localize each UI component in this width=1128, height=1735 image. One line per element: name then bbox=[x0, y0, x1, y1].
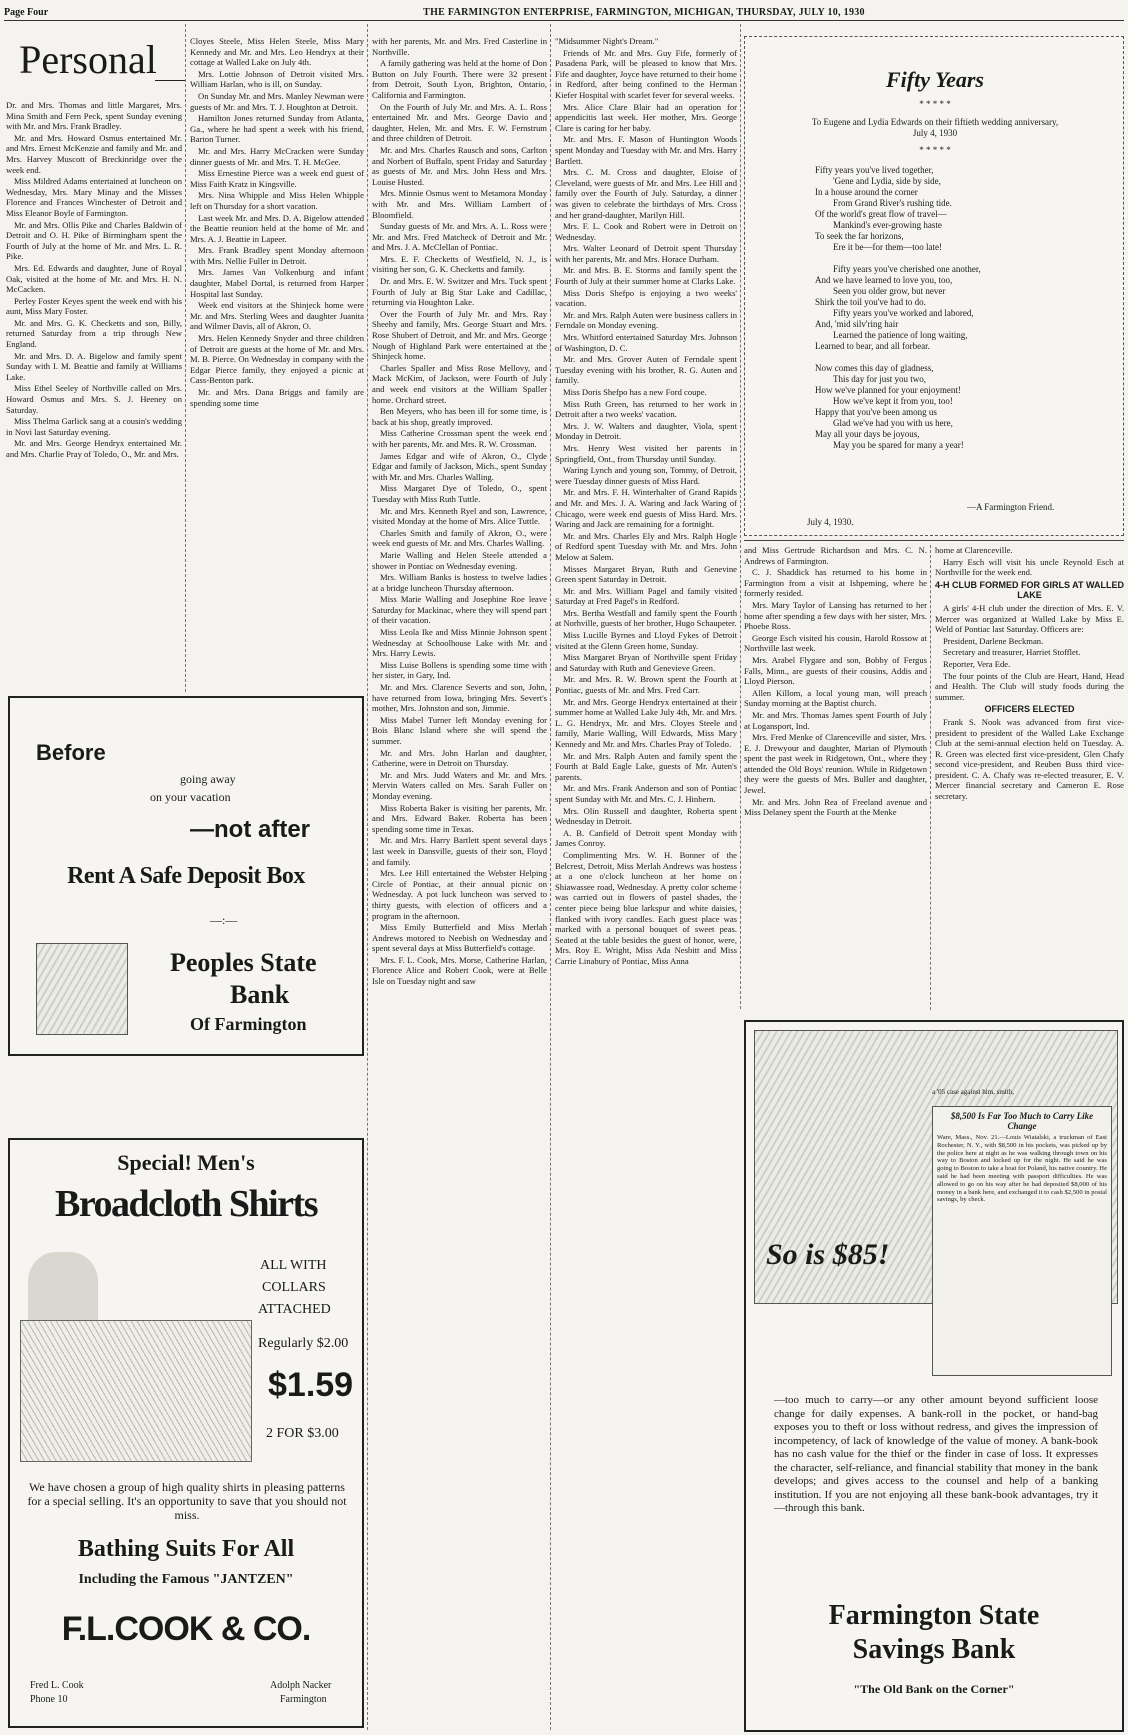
news-item: Mr. and Mrs. Clarence Severts and son, John, have returned from Iowa, bringing Mrs. Severt's mother, Mrs. Johnston and son, Jimmie. bbox=[372, 682, 547, 714]
news-item: Mr. and Mrs. John Rea of Freeland avenue and Miss Delaney spent the Fourth at the Menke bbox=[744, 796, 927, 818]
poem-line: Ere it be—for them—too late! bbox=[833, 242, 942, 252]
news-item: Miss Margaret Dye of Toledo, O., spent Tuesday with Miss Ruth Tuttle. bbox=[372, 483, 547, 504]
news-item: Miss Roberta Baker is visiting her parents, Mr. and Mrs. Edward Baker. Roberta has been spending some time in Texas. bbox=[372, 802, 547, 834]
column-6 bbox=[935, 545, 1124, 1009]
news-item: Mrs. Walter Leonard of Detroit spent Thursday with her parents, Mr. and Mrs. Horace Durham. bbox=[555, 243, 737, 264]
news-item: Miss Ruth Green, has returned to her work in Detroit after a two weeks' vacation. bbox=[555, 398, 737, 420]
poem-signature: —A Farmington Friend. bbox=[967, 502, 1055, 512]
news-item: Allen Killom, a local young man, will preach Sunday morning at the Baptist church. bbox=[744, 687, 927, 709]
news-item: Complimenting Mrs. W. H. Bonner of the Belcrest, Detroit, Miss Merlah Andrews was hostess at a one o'clock luncheon at her home on Shiawassee road, Wednesday. A pretty color scheme was carried out in flowers of pastel shades, the center piece being blue larkspur and white daisies, flanked with ivory candles. Each guest place was marked with a personal bouquet of sweet peas. Seated at the table besides the guest of honor, were, Mrs. Roy E. Wright, Miss Ada Nesbitt and Miss Carrie Linabury of Pontiac, Miss Anna bbox=[555, 849, 737, 966]
ad-peoples-state: Peoples State bbox=[170, 948, 317, 977]
news-item: Mr. and Mrs. R. W. Brown spent the Fourth at Pontiac, guests of Mr. and Mrs. Fred Carr. bbox=[555, 674, 737, 696]
officers-heading: OFFICERS ELECTED bbox=[984, 704, 1075, 715]
news-item: Mr. and Mrs. Ralph Auten and family spent the Fourth at Bald Eagle Lake, guests of Mr. Auten's parents. bbox=[555, 750, 737, 782]
news-item: Mrs. F. L. Cook and Robert were in Detroit on Wednesday. bbox=[555, 221, 737, 242]
news-item: George Esch visited his cousin, Harold Rossow at Northville last week. bbox=[744, 632, 927, 654]
page-number: Page Four bbox=[4, 7, 49, 18]
news-item: Miss Leola Ike and Miss Minnie Johnson spent Wednesday at Schoolhouse Lake with Mr. and Mrs. Harry Lewis. bbox=[372, 627, 547, 659]
club-item: Reporter, Vera Ede. bbox=[943, 658, 1011, 669]
poem-stars: * * * * * bbox=[919, 99, 951, 109]
news-item: Cloyes Steele, Miss Helen Steele, Miss Mary Kennedy and Mr. and Mrs. Leo Hendryx at their cottage at Walled Lake on July 4th. bbox=[190, 36, 364, 68]
poem-line: Shirk the toil you've had to do. bbox=[815, 297, 926, 307]
news-item: Mr. and Mrs. Howard Osmus entertained Mr. and Mrs. Ernest McKenzie and family and Mr. and Mrs. Harvey Muscott of Breckinridge over the week end. bbox=[6, 132, 182, 175]
news-item: C. J. Shaddick has returned to his home in Farmington from a visit at Ishpeming, where he formerly resided. bbox=[744, 567, 927, 599]
poem-line: To seek the far horizons, bbox=[815, 231, 904, 241]
club-heading: 4-H CLUB FORMED FOR GIRLS AT WALLED LAKE bbox=[935, 579, 1124, 601]
clipping-strip: a '05 case against him, smith, bbox=[932, 1088, 1014, 1096]
safe-deposit-ad bbox=[8, 696, 364, 1056]
poem-line: Fifty years you've worked and labored, bbox=[833, 308, 974, 318]
club-item: A girls' 4-H club under the direction of Mrs. E. V. Mercer was organized at Walled Lake by Miss E. Weld of Pontiac last Saturday. Officers are: bbox=[935, 602, 1124, 635]
news-item: Mr. and Mrs. Ollis Pike and Charles Baldwin of Detroit and O. H. Pike of Birmingham spent the Fourth of July at the home of Mr. and Mrs. L. R. Pike. bbox=[6, 219, 182, 262]
ad-chosen-text: We have chosen a group of high quality shirts in pleasing patterns for a special selling. It's an opportunity to save that you should not miss. bbox=[27, 1480, 347, 1522]
news-item: Mrs. E. F. Checketts of Westfield, N. J., is visiting her son, G. K. Checketts and family. bbox=[372, 253, 547, 275]
poem-dedication: To Eugene and Lydia Edwards on their fiftieth wedding anniversary, July 4, 1930 bbox=[811, 117, 1059, 138]
clipping-body: Ware, Mass., Nov. 21.—Louis Wiatalski, a truckman of East Rochester, N. Y., with $8,500 in his pockets, was picked up by the police here at night as he was walking through town on his way to Boston and locked up for the night. He said he was going to Boston to take a boat for Poland, his native country. He said he had been meeting with passport difficulties. He was allowed to go on his way after he had deposited $8,000 of his money in a bank here, and exchanged it to cash $2,500 in postal savings, by check. bbox=[937, 1134, 1107, 1204]
ad-all-with: ALL WITH bbox=[260, 1258, 327, 1273]
news-item: Miss Ethel Seeley of Northville called on Mrs. Howard Osmus and Mrs. S. J. Heeney on Saturday. bbox=[6, 383, 182, 415]
poem-line: Mankind's ever-growing haste bbox=[833, 220, 942, 230]
news-item: Miss Mabel Turner left Monday evening for Bois Blanc Island where she will spend the summer. bbox=[372, 714, 547, 746]
ad-separator: —:— bbox=[210, 913, 238, 927]
news-item: Mrs. J. W. Walters and daughter, Viola, spent Monday in Detroit. bbox=[555, 420, 737, 442]
news-item: On Sunday Mr. and Mrs. Manley Newman were guests of Mr. and Mrs. T. J. Houghton at Detroit. bbox=[190, 90, 364, 112]
ad-company: F.L.COOK & CO. bbox=[61, 1610, 311, 1648]
column-rule bbox=[185, 24, 186, 692]
news-item: Over the Fourth of July Mr. and Mrs. Ray Sheehy and family, Mrs. George Stuart and Mrs. Rose Shubert of Detroit, and Mr. and Mrs. George Nough of Highland Park were entertained at the Shinjeck home. bbox=[372, 308, 547, 362]
news-item: Miss Lucille Byrnes and Lloyd Fykes of Detroit visited at the Glenn Green home, Sunday. bbox=[555, 630, 737, 651]
ad-two-for: 2 FOR $3.00 bbox=[266, 1426, 339, 1441]
club-item: Secretary and treasurer, Harriet Stofflet. bbox=[943, 647, 1081, 658]
ad-regular-price: Regularly $2.00 bbox=[258, 1336, 349, 1351]
news-item: Mr. and Mrs. Judd Waters and Mr. and Mrs. Mervin Waters called on Mrs. Sarah Fuller on Monday evening. bbox=[372, 769, 547, 801]
poem-line: Fifty years you've cherished one another, bbox=[833, 264, 981, 274]
news-item: Mr. and Mrs. D. A. Bigelow and family spent Sunday with I. M. Beattie and family at Williams Lake. bbox=[6, 350, 182, 382]
clipping-title: $8,500 Is Far Too Much to Carry Like Change bbox=[950, 1111, 1094, 1131]
column-rule bbox=[550, 24, 551, 1730]
news-item: Mr. and Mrs. Charles Rausch and sons, Carlton and Norbert of Buffalo, spent Friday and Saturday as guests of Mr. and Mrs. John Hess and Mrs. Louise Husted. bbox=[372, 144, 547, 187]
ad-rent-box: Rent A Safe Deposit Box bbox=[67, 863, 305, 889]
news-item: Marie Walling and Helen Steele attended a shower in Pontiac on Wednesday evening. bbox=[372, 549, 547, 571]
news-item: Charles Spaller and Miss Rose Mellovy, and Mack McKim, of Jackson, were Fourth of July and week end visitors at the William Spaller home. Orchard street. bbox=[372, 362, 547, 405]
column-2 bbox=[190, 36, 364, 688]
ad-bathing: Bathing Suits For All bbox=[77, 1536, 295, 1562]
news-item: Misses Margaret Bryan, Ruth and Genevine Green spent Saturday in Detroit. bbox=[555, 563, 737, 585]
news-item: A family gathering was held at the home of Don Button on July Fourth. There were 32 present from Detroit, South Lyon, Brighton, Ontario, California and Farmington. bbox=[372, 58, 547, 100]
ad-attached: ATTACHED bbox=[258, 1302, 331, 1317]
column-rule bbox=[740, 24, 741, 1009]
news-item: Mr. and Mrs. Grover Auten of Ferndale spent Tuesday evening with his brother, R. G. Auten and family. bbox=[555, 354, 737, 386]
news-item: Miss Doris Shefpo has a new Ford coupe. bbox=[563, 387, 707, 397]
news-item: Mr. and Mrs. B. E. Storms and family spent the Fourth of July at their summer home at Clarks Lake. bbox=[555, 265, 737, 287]
news-item: Ben Meyers, who has been ill for some time, is back at his shop, greatly improved. bbox=[372, 406, 547, 427]
news-item: Mr. and Mrs. George Hendryx entertained at their summer home at Walled Lake July 4th, Mr. and Mrs. L. G. Hendryx, Mr. and Mrs. Cloyes Steele and family, Marie Walling, Will Edwards, Miss Mary Kennedy and Mr. and Mrs. Charles Pray of Toledo. bbox=[555, 696, 737, 749]
news-item: Miss Margaret Bryan of Northville spent Friday and Saturday with Ruth and Genevieve Green. bbox=[555, 652, 737, 673]
news-item: Mrs. C. M. Cross and daughter, Eloise of Cleveland, were guests of Mr. and Mrs. Lee Hill and family over the Fourth of July. Saturday, a dinner was given to celebrate the birthdays of Mrs. Cross and her grand-daughter, Marilyn Hill. bbox=[555, 167, 737, 220]
poem-line: Glad we've had you with us here, bbox=[833, 418, 953, 428]
ad-slogan: "The Old Bank on the Corner" bbox=[853, 1682, 1015, 1696]
bank-building-illustration bbox=[36, 943, 128, 1035]
ad-fred: Fred L. Cook bbox=[30, 1680, 84, 1691]
news-item: Mrs. Nina Whipple and Miss Helen Whipple left on Thursday for a short vacation. bbox=[190, 190, 364, 211]
news-clipping bbox=[932, 1106, 1112, 1376]
news-item: Mr. and Mrs. Frank Anderson and son of Pontiac spent Sunday with Mr. and Mrs. C. J. Hinbern. bbox=[555, 783, 737, 804]
news-item: Charles Smith and family of Akron, O., were week end guests of Mr. and Mrs. Charles Walling. bbox=[372, 527, 547, 549]
ad-broadcloth: Broadcloth Shirts bbox=[54, 1183, 317, 1225]
column-5 bbox=[744, 545, 927, 1009]
poem-line: How we've kept it from you, too! bbox=[833, 396, 953, 406]
news-item: Mrs. F. L. Cook, Mrs. Morse, Catherine Harlan, Florence Alice and Robert Cook, were at Belle Isle on Tuesday night and saw bbox=[372, 954, 547, 987]
news-item: Mrs. Lottie Johnson of Detroit visited Mrs. William Harlan, who is ill, on Sunday. bbox=[190, 68, 364, 90]
poem-line bbox=[815, 253, 1115, 264]
news-item: A. B. Canfield of Detroit spent Monday with James Conroy. bbox=[555, 827, 737, 849]
officers-body: Frank S. Nook was advanced from first vice-president to president of the Walled Lake Exchange Club at the semi-annual election held on Tuesday. A. R. Green was elected first vice-president, Glen Chafy second vice-president, and Reuben Buss third vice-president. C. A. Chafy was re-elected treasurer, E. V. Mercer financial secretary and Cameron E. Rose secretary. bbox=[935, 716, 1124, 802]
section-divider bbox=[744, 540, 1124, 541]
news-item: Week end visitors at the Shinjeck home were Mr. and Mrs. Sterling Wees and daughter Juanita and Wilmer Davis, all of Akron, O. bbox=[190, 300, 364, 332]
ad-sale-price: $1.59 bbox=[268, 1366, 354, 1404]
news-item: On the Fourth of July Mr. and Mrs. A. L. Ross entertained Mr. and Mrs. George Davio and daughter, Helen, Mr. and Mrs. F. W. Fernstrum and three children of Detroit. bbox=[372, 101, 547, 144]
poem-line: Happy that you've been among us bbox=[815, 407, 937, 417]
news-item: Mr. and Mrs. F. H. Winterhalter of Grand Rapids and Mr. and Mrs. J. A. Waring and Jack Waring of Chicago, were week end guests of Miss Hard. Mrs. Waring and Jack are remaining for a fortnight. bbox=[555, 487, 737, 530]
news-item: with her parents, Mr. and Mrs. Fred Casterline in Northville. bbox=[372, 36, 547, 57]
news-item: Miss Mildred Adams entertained at luncheon on Wednesday, Mrs. Mary Minay and the Misses Florence and Frances Winchester of Detroit and Miss Eleanor Boyle of Farmington. bbox=[6, 176, 182, 218]
poem-line: And, 'mid silv'ring hair bbox=[815, 319, 899, 329]
so-is-85: So is $85! bbox=[766, 1238, 890, 1271]
news-item: Mrs. Whitford entertained Saturday Mrs. Johnson of Washington, D. C. bbox=[555, 332, 737, 353]
poem-box bbox=[744, 36, 1124, 536]
poem-line: Of the world's great flow of travel— bbox=[815, 209, 947, 219]
news-item: Mr. and Mrs. F. Mason of Huntington Woods spent Monday and Tuesday with Mr. and Mrs. Harry Bartlett. bbox=[555, 134, 737, 166]
news-item: home at Clarenceville. bbox=[935, 545, 1013, 555]
news-item: James Edgar and wife of Akron, O., Clyde Edgar and family of Jackson, Mich., spent Sunday with Mr. and Mrs. Charles Walling. bbox=[372, 450, 547, 482]
ad-adolph: Adolph Nacker bbox=[270, 1680, 332, 1691]
news-item: Mr. and Mrs. Harry Bartlett spent several days last week in Dansville, guests of their son, Floyd and family. bbox=[372, 835, 547, 867]
news-item: Mrs. Lee Hill entertained the Webster Helping Circle of Pontiac, at their annual picnic on Wednesday. A pot luck luncheon was served to thirty guests, with election of officers and a program in the afternoon. bbox=[372, 868, 547, 921]
poem-date: July 4, 1930. bbox=[807, 517, 854, 527]
poem-line: From Grand River's rushing tide. bbox=[833, 198, 952, 208]
news-item: Mrs. Henry West visited her parents in Springfield, Ont., from Thursday until Sunday. bbox=[555, 442, 737, 464]
news-item: Mrs. Ed. Edwards and daughter, June of Royal Oak, visited at the home of Mr. and Mrs. H. N. McCacken. bbox=[6, 262, 182, 295]
ad-not-after: —not after bbox=[190, 816, 310, 843]
news-item: Miss Luise Bollens is spending some time with her sister, in Gary, Ind. bbox=[372, 659, 547, 681]
news-item: Dr. and Mrs. Thomas and little Margaret, Mrs. Mina Smith and Fern Peck, spent Sunday evening with Mr. and Mrs. Frank Bradley. bbox=[6, 100, 182, 132]
poem-line: Fifty years you've lived together, bbox=[815, 165, 934, 175]
news-item: Mrs. William Banks is hostess to twelve ladies at a bridge luncheon Thursday afternoon. bbox=[372, 572, 547, 593]
news-item: Miss Thelma Garlick sang at a cousin's wedding in Novi last Saturday evening. bbox=[6, 416, 182, 437]
news-item: Waring Lynch and young son, Tommy, of Detroit, were Tuesday dinner guests of Miss Hard. bbox=[555, 465, 737, 486]
news-item: Hamilton Jones returned Sunday from Atlanta, Ga., where he had spent a week with his friend, Barton Turner. bbox=[190, 113, 364, 145]
news-item: Mrs. Bertha Westfall and family spent the Fourth at Norhville, guests of her brother, Hugo Schaupeter. bbox=[555, 607, 737, 629]
club-item: The four points of the Club are Heart, Hand, Head and Health. The Club will study foods during the summer. bbox=[935, 670, 1124, 702]
news-item: Mrs. Minnie Osmus went to Metamora Monday with Mr. and Mrs. William Lambert of Bloomfield. bbox=[372, 188, 547, 220]
ad-before: Before bbox=[36, 740, 106, 765]
news-item: Mr. and Mrs. Charles Ely and Mrs. Ralph Hogle of Redford spent Tuesday with Mr. and Mrs. John Melow at Salem. bbox=[555, 530, 737, 562]
news-item: and Miss Gertrude Richardson and Mrs. C. N. Andrews of Farmington. bbox=[744, 545, 927, 566]
ad-farmington: Farmington bbox=[280, 1694, 327, 1705]
poem-line: Now comes this day of gladness, bbox=[815, 363, 934, 373]
news-item: Mr. and Mrs. Thomas James spent Fourth of July at Logansport, Ind. bbox=[744, 709, 927, 731]
news-item: Mrs. Alice Clare Blair had an operation for appendicitis last week. Her mother, Mrs. George Clare is caring for her baby. bbox=[555, 101, 737, 133]
poem-line: How we've planned for your enjoyment! bbox=[815, 385, 961, 395]
news-item: Perley Foster Keyes spent the week end with his aunt, Miss Mary Foster. bbox=[6, 295, 182, 317]
poem-stars-2: * * * * * bbox=[919, 145, 951, 155]
column-1 bbox=[6, 100, 182, 688]
ad-bank-name-2: Savings Bank bbox=[852, 1634, 1016, 1665]
news-item: Mr. and Mrs. John Harlan and daughter, Catherine, were in Detroit on Thursday. bbox=[372, 747, 547, 769]
poem-line: Learned the patience of long waiting, bbox=[833, 330, 968, 340]
news-item: Mrs. Frank Bradley spent Monday afternoon with Mrs. Nellie Fuller in Detroit. bbox=[190, 245, 364, 266]
news-item: Mr. and Mrs. Ralph Auten were business callers in Ferndale on Monday evening. bbox=[555, 309, 737, 331]
shirt-illustration bbox=[20, 1320, 252, 1462]
section-title: Personal bbox=[19, 37, 157, 82]
news-item: Mr. and Mrs. George Hendryx entertained Mr. and Mrs. Charlie Pray of Toledo, O., Mr. and Mrs. bbox=[6, 438, 182, 459]
ad-special: Special! Men's bbox=[117, 1150, 255, 1175]
news-item: Mrs. Mary Taylor of Lansing has returned to her home after spending a few days with her sister, Mrs. Phoebe Ross. bbox=[744, 599, 927, 632]
column-rule bbox=[930, 545, 931, 1010]
column-rule bbox=[367, 24, 368, 1730]
shirts-ad bbox=[8, 1138, 364, 1728]
news-item: Mrs. Helen Kennedy Snyder and three children of Detroit are guests at the home of Mr. and Mrs. M. B. Pierce. On Wednesday in company with the Edgar Pierce family, they enjoyed a picnic at Cass-Benton park. bbox=[190, 333, 364, 386]
club-item: President, Darlene Beckman. bbox=[943, 635, 1044, 646]
news-item: Mr. and Mrs. Harry McCracken were Sunday dinner guests of Mr. and Mrs. T. H. McGee. bbox=[190, 145, 364, 167]
news-item: Harry Esch will visit his uncle Reynold Esch at Northville for the week end. bbox=[935, 556, 1124, 578]
news-item: "Midsummer Night's Dream." bbox=[555, 36, 659, 46]
poem-line: 'Gene and Lydia, side by side, bbox=[833, 176, 941, 186]
news-item: Mrs. Arabel Flygare and son, Bobby of Fergus Falls, Minn., are guests of their cousins, Addis and Lloyd Pierson. bbox=[744, 654, 927, 687]
news-item: Mr. and Mrs. G. K. Checketts and son, Billy, returned Saturday from a trip through New England. bbox=[6, 317, 182, 350]
poem-line bbox=[815, 352, 1115, 363]
man-illustration bbox=[28, 1252, 98, 1326]
news-item: Mrs. Fred Menke of Clarenceville and sister, Mrs. E. J. Drewyour and daughter, Marian of Plymouth spent the past week in Ridgetown, Ont., where they attended the Old Boys' reunion. While in Ridgetown they were the guests of Mrs. Buller and daughter, Jewel. bbox=[744, 732, 927, 796]
poem-line: In a house around the corner bbox=[815, 187, 918, 197]
poem-title: Fifty Years bbox=[886, 67, 984, 92]
ad-going-away: going away bbox=[180, 772, 236, 786]
news-item: Miss Marie Walling and Josephine Roe leave Saturday for Mackinac, where they will spend part of their vacation. bbox=[372, 594, 547, 626]
ad-collars: COLLARS bbox=[262, 1280, 326, 1295]
news-item: Mrs. Olin Russell and daughter, Roberta spent Wednesday in Detroit. bbox=[555, 805, 737, 827]
news-item: Sunday guests of Mr. and Mrs. A. L. Ross were Mr. and Mrs. Fred Matcheck of Detroit and Mr. and Mrs. J. A. McClellan of Pontiac. bbox=[372, 221, 547, 253]
ad-bank: Bank bbox=[230, 980, 290, 1009]
news-item: Mr. and Mrs. Kenneth Ryel and son, Lawrence, visited Monday at the home of Mrs. Alice Tuttle. bbox=[372, 505, 547, 527]
news-item: Miss Emily Butterfield and Miss Merlah Andrews motored to Neebish on Wednesday and spent several days at Miss Butterfield's cottage. bbox=[372, 922, 547, 954]
news-item: Mrs. James Van Volkenburg and infant daughter, Mabel Dortal, is returned from Harper Hospital last Sunday. bbox=[190, 267, 364, 299]
poem-line: Learned to bear, and all forbear. bbox=[815, 341, 930, 351]
poem-line: This day for just you two, bbox=[833, 374, 926, 384]
news-item: Miss Catherine Crossman spent the week end with her parents, Mr. and Mrs. R. W. Crossman. bbox=[372, 428, 547, 449]
poem-line: May you be spared for many a year! bbox=[833, 440, 964, 450]
ad-of-farmington: Of Farmington bbox=[190, 1014, 307, 1034]
ad-vacation: on your vacation bbox=[150, 790, 231, 804]
title-dash bbox=[155, 80, 185, 81]
column-3 bbox=[372, 36, 547, 1730]
page-header bbox=[4, 6, 1124, 21]
poem-line: May all your days be joyous, bbox=[815, 429, 920, 439]
ad-bank-name-1: Farmington State bbox=[828, 1600, 1040, 1631]
ad-phone: Phone 10 bbox=[30, 1694, 68, 1705]
savings-bank-ad bbox=[744, 1020, 1124, 1732]
poem-line: Seen you older grow, but never bbox=[833, 286, 946, 296]
news-item: Dr. and Mrs. E. W. Switzer and Mrs. Tuck spent Fourth of July at Big Star Lake and Cadillac, returning via Houghton Lake. bbox=[372, 276, 547, 308]
news-item: Miss Ernestine Pierce was a week end guest of Miss Faith Kratz in Kingsville. bbox=[190, 168, 364, 189]
news-item: Mr. and Mrs. Dana Briggs and family are spending some time bbox=[190, 387, 364, 408]
masthead: THE FARMINGTON ENTERPRISE, FARMINGTON, MICHIGAN, THURSDAY, JULY 10, 1930 bbox=[423, 7, 865, 18]
ad-body: —too much to carry—or any other amount beyond sufficient loose change for daily expenses. A bank-roll in the pocket, or hand-bag exposes you to theft or loss without redress, and gives the impression of incompetency, of lack of knowledge of the value of money. A bank-book has no cash value for the thief or the finder in case of loss. It expresses the character, self-reliance, and financial stability that money in the bank develops; and gives access to the counsel and help of a banking institution. If you are not enjoying all these bank-book advantages, try it—through this bank. bbox=[774, 1394, 1098, 1514]
news-item: Mr. and Mrs. William Pagel and family visited Saturday at Fred Pagel's in Redford. bbox=[555, 585, 737, 607]
poem-line: And we have learned to love you, too, bbox=[815, 275, 953, 285]
ad-including: Including the Famous "JANTZEN" bbox=[78, 1572, 294, 1587]
column-4 bbox=[555, 36, 737, 1730]
poem-lines bbox=[815, 165, 1115, 451]
news-item: Last week Mr. and Mrs. D. A. Bigelow attended the Beattie reunion held at the home of Mr. and Mrs. A. J. Beattie in Lapeer. bbox=[190, 212, 364, 244]
news-item: Miss Doris Shefpo is enjoying a two weeks' vacation. bbox=[555, 287, 737, 309]
news-item: Friends of Mr. and Mrs. Guy Fife, formerly of Pasadena Park, will be pleased to know that Mrs. Fife and daughter, Joyce have returned to their home in Redford, after being confined to the Herman Kiefer Hospital with scarlet fever for several weeks. bbox=[555, 47, 737, 100]
